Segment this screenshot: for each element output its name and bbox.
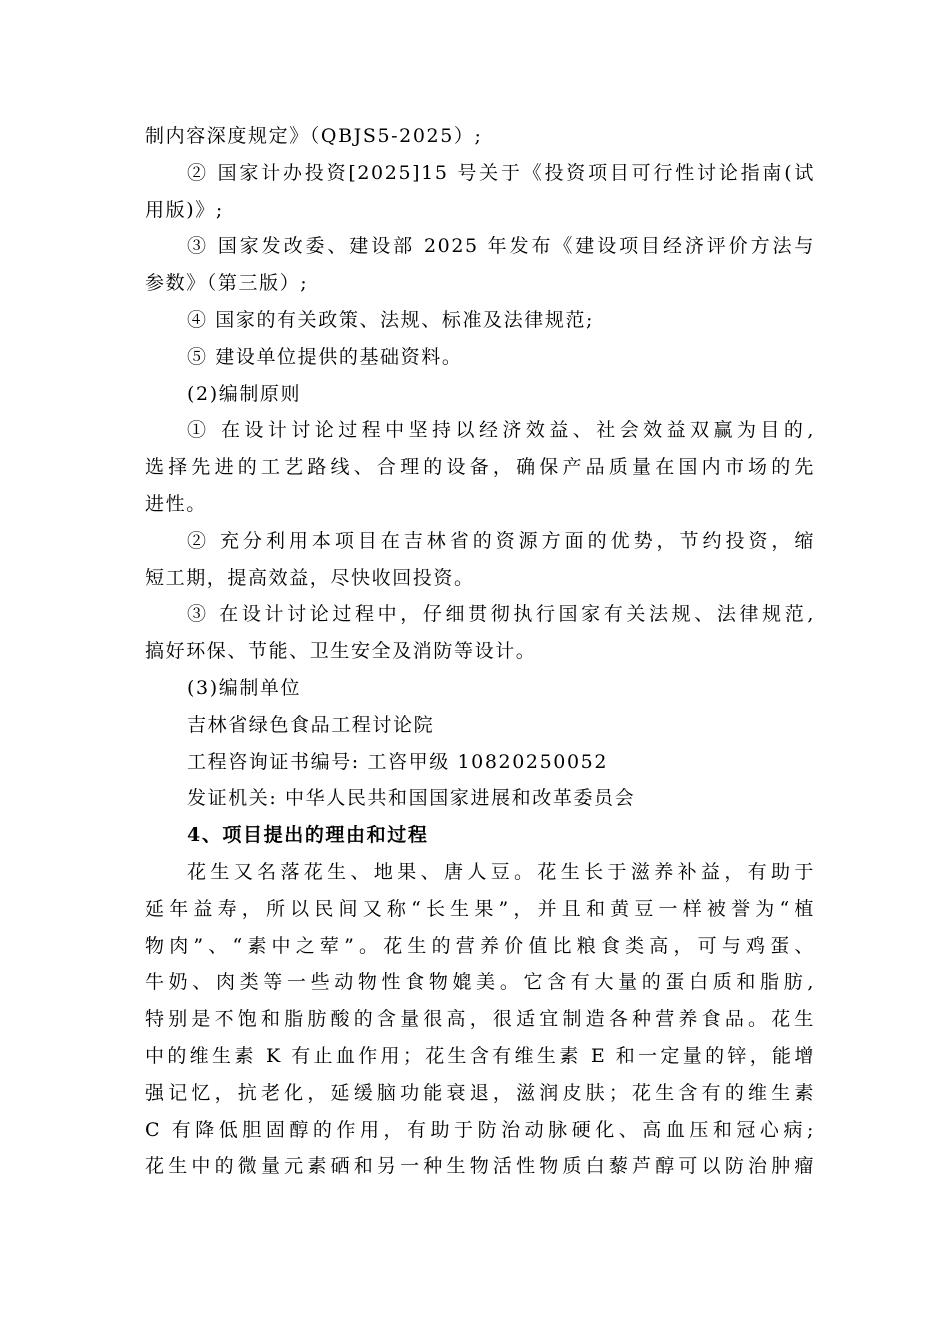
text-line: C 有降低胆固醇的作用，有助于防治动脉硬化、高血压和冠心病;: [145, 1118, 815, 1141]
text-line: ② 充分利用本项目在吉林省的资源方面的优势，节约投资，缩: [187, 529, 815, 552]
text-line: 物肉”、“素中之荤”。花生的营养价值比粮食类高，可与鸡蛋、: [145, 934, 815, 957]
text-line: 发证机关: 中华人民共和国国家进展和改革委员会: [187, 787, 636, 810]
text-line: 工程咨询证书编号: 工咨甲级 10820250052: [187, 750, 609, 773]
text-line: ③ 在设计讨论过程中，仔细贯彻执行国家有关法规、法律规范,: [187, 603, 815, 626]
text-line: 强记忆，抗老化，延缓脑功能衰退，滋润皮肤；花生含有的维生素: [145, 1081, 815, 1104]
text-line: 制内容深度规定》（QBJS5-2025）;: [145, 125, 483, 147]
text-line: ⑤ 建设单位提供的基础资料。: [187, 345, 463, 368]
section-heading: 4、项目提出的理由和过程: [187, 824, 429, 847]
text-line: 吉林省绿色食品工程讨论院: [187, 713, 435, 736]
text-line: 延年益寿，所以民间又称“长生果”，并且和黄豆一样被誉为“植: [145, 897, 815, 920]
text-line: 选择先进的工艺路线、合理的设备，确保产品质量在国内市场的先: [145, 456, 815, 479]
text-line: 牛奶、肉类等一些动物性食物媲美。它含有大量的蛋白质和脂肪,: [145, 971, 815, 994]
text-line: 中的维生素 K 有止血作用；花生含有维生素 E 和一定量的锌，能增: [145, 1044, 815, 1067]
text-line: 花生中的微量元素硒和另一种生物活性物质白藜芦醇可以防治肿瘤: [145, 1155, 815, 1178]
text-line: ① 在设计讨论过程中坚持以经济效益、社会效益双赢为目的,: [187, 419, 815, 442]
text-line: 花生又名落花生、地果、唐人豆。花生长于滋养补益，有助于: [187, 860, 815, 883]
text-line: 用版)》;: [145, 198, 224, 221]
document-body: [145, 118, 815, 1185]
text-line: 参数》（第三版）;: [145, 272, 309, 295]
text-line: (2)编制原则: [187, 382, 302, 405]
text-line: ④ 国家的有关政策、法规、标准及法律规范;: [187, 308, 595, 331]
text-line: (3)编制单位: [187, 676, 302, 699]
text-line: ③ 国家发改委、建设部 2025 年发布《建设项目经济评价方法与: [187, 235, 815, 258]
text-line: 特别是不饱和脂肪酸的含量很高，很适宜制造各种营养食品。花生: [145, 1008, 815, 1031]
text-line: 进性。: [145, 492, 207, 515]
text-line: ② 国家计办投资[2025]15 号关于《投资项目可行性讨论指南(试: [187, 161, 815, 184]
text-line: 搞好环保、节能、卫生安全及消防等设计。: [145, 640, 537, 663]
text-line: 短工期，提高效益，尽快收回投资。: [145, 566, 475, 589]
